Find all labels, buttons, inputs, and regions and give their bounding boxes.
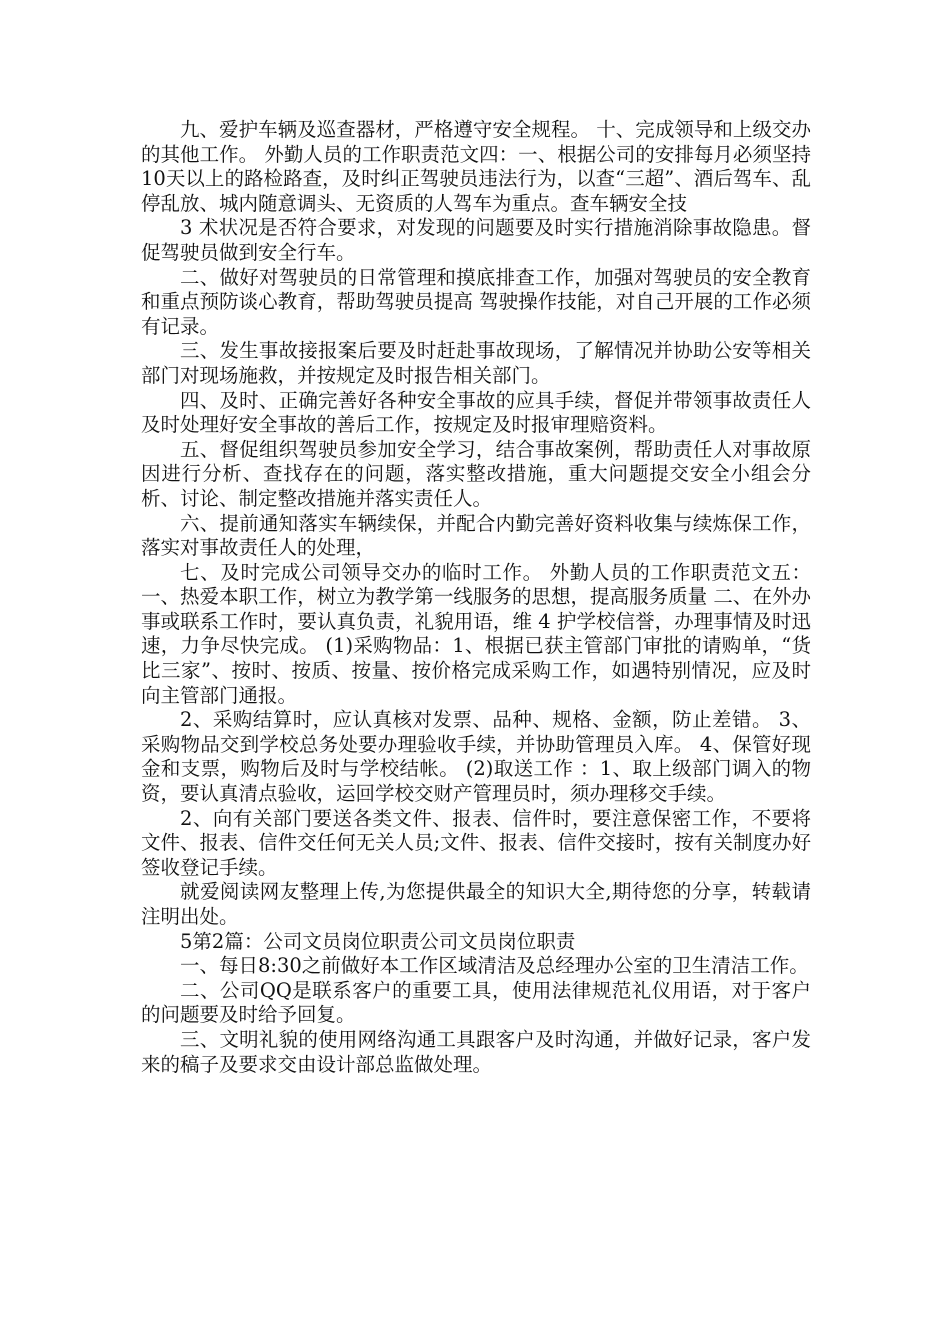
paragraph-8: 七、及时完成公司领导交办的临时工作。 外勤人员的工作职责范文五：一、热爱本职工作，树立为教学第一线服务的思想，提高服务质量 二、在外办事或联系工作时，要认真负责，礼貌用语，维 4 护学校信誉，办理事情及时迅速，力争尽快完成。 (1)采购物品：1、根据已获主管部门审批的请购单，“货比三家”、按时、按质、按量、按价格完成采购工作，如遇特别情况，应及时向主管部门通报。	[141, 560, 811, 707]
paragraph-2: 3 术状况是否符合要求，对发现的问题要及时实行措施消除事故隐患。督促驾驶员做到安全行车。	[141, 216, 811, 264]
paragraph-15: 三、文明礼貌的使用网络沟通工具跟客户及时沟通，并做好记录，客户发来的稿子及要求交由设计部总监做处理。	[141, 1027, 811, 1076]
paragraph-11: 就爱阅读网友整理上传,为您提供最全的知识大全,期待您的分享，转载请注明出处。	[141, 880, 811, 928]
document-body	[141, 118, 811, 1077]
paragraph-6: 五、督促组织驾驶员参加安全学习，结合事故案例，帮助责任人对事故原因进行分析、查找存在的问题，落实整改措施，重大问题提交安全小组会分析、讨论、制定整改措施并落实责任人。	[141, 437, 811, 510]
paragraph-10: 2、向有关部门要送各类文件、报表、信件时，要注意保密工作，不要将文件、报表、信件交任何无关人员;文件、报表、信件交接时，按有关制度办好签收登记手续。	[141, 806, 811, 879]
paragraph-4: 三、发生事故接报案后要及时赶赴事故现场，了解情况并协助公安等相关部门对现场施救，并按规定及时报告相关部门。	[141, 339, 811, 387]
paragraph-13: 一、每日8:30之前做好本工作区域清洁及总经理办公室的卫生清洁工作。	[180, 954, 809, 978]
paragraph-5: 四、及时、正确完善好各种安全事故的应具手续，督促并带领事故责任人及时处理好安全事故的善后工作，按规定及时报审理赔资料。	[141, 388, 811, 437]
paragraph-7: 六、提前通知落实车辆续保，并配合内勤完善好资料收集与续炼保工作，落实对事故责任人的处理，	[141, 511, 811, 560]
paragraph-9: 2、采购结算时，应认真核对发票、品种、规格、金额，防止差错。 3、采购物品交到学校总务处要办理验收手续，并协助管理员入库。 4、保管好现金和支票，购物后及时与学校结帐。 (2)取送工作 ：1、取上级部门调入的物资，要认真清点验收，运回学校交财产管理员时，须办理移交手续。	[141, 708, 811, 806]
paragraph-14: 二、公司QQ是联系客户的重要工具，使用法律规范礼仪用语，对于客户的问题要及时给予回复。	[141, 978, 811, 1027]
paragraph-1: 九、爱护车辆及巡查器材，严格遵守安全规程。 十、完成领导和上级交办的其他工作。 外勤人员的工作职责范文四：一、根据公司的安排每月必须坚持10天以上的路检路查，及时纠正驾驶员违法行为，以查“三超”、酒后驾车、乱停乱放、城内随意调头、无资质的人驾车为重点。查车辆安全技	[141, 118, 811, 215]
section-heading: 5第2篇：公司文员岗位职责公司文员岗位职责	[180, 929, 576, 953]
paragraph-3: 二、做好对驾驶员的日常管理和摸底排查工作，加强对驾驶员的安全教育和重点预防谈心教育，帮助驾驶员提高 驾驶操作技能，对自己开展的工作必须有记录。	[141, 265, 811, 338]
